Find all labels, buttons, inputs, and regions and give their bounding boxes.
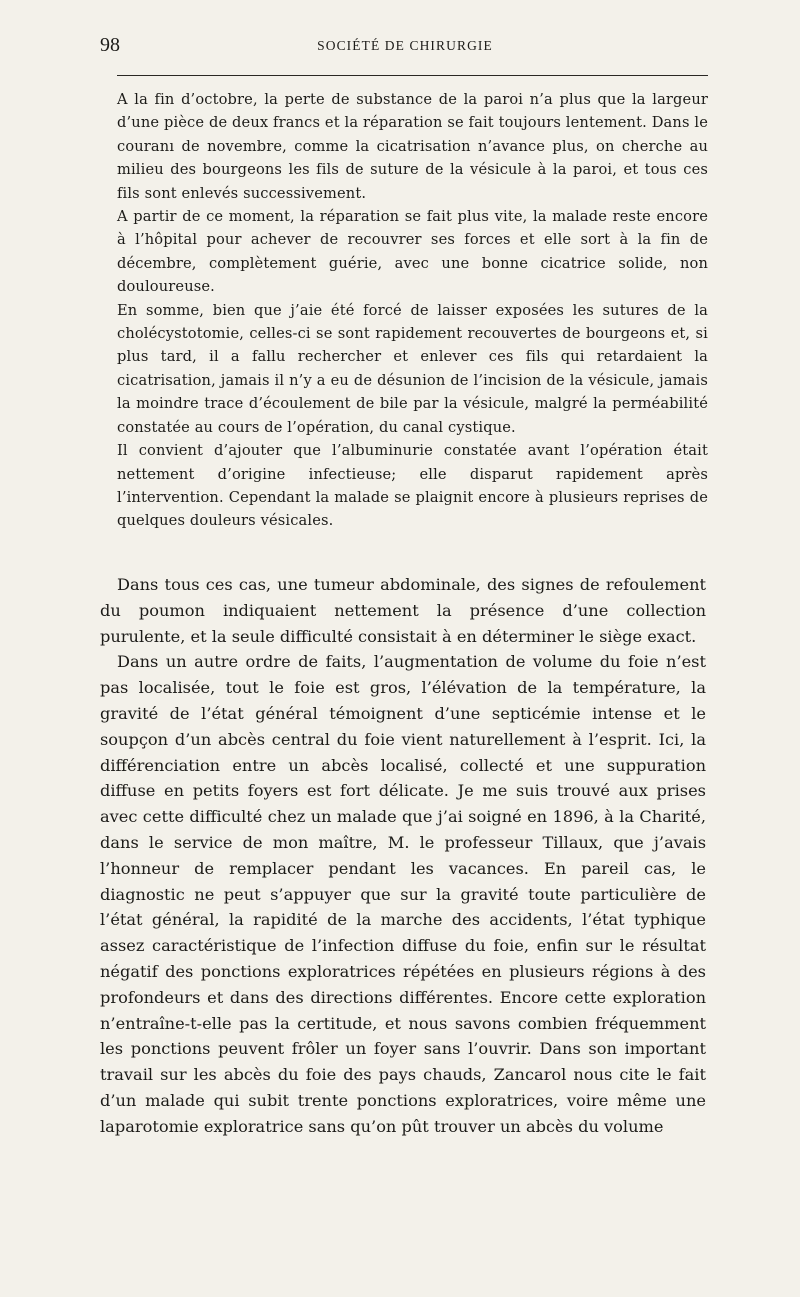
case-paragraph: Il convient d’ajouter que l’albuminurie constatée avant l’opération était nettement d’origine infectieuse; elle disparut rapidement après l’intervention. Cependant la malade se plaignit encore à plusieurs reprises de quelques douleurs vésicales.: [117, 442, 708, 530]
page-header: [100, 34, 710, 58]
case-report-text: [117, 88, 708, 533]
header-rule: [117, 75, 708, 76]
page-number: 98: [100, 34, 120, 56]
body-paragraph: Dans tous ces cas, une tumeur abdominale, des signes de refoulement du poumon indiquaient nettement la présence d’une collection purulente, et la seule difficulté consistait à en déterminer le siège exact.: [100, 575, 706, 646]
case-paragraph: A la fin d’octobre, la perte de substance de la paroi n’a plus que la largeur d’une pièce de deux francs et la réparation se fait toujours lentement. Dans le couranı de novembre, comme la cicatrisation n’avance plus, on cherche au milieu des bourgeons les fils de suture de la vésicule à la paroi, et tous ces fils sont enlevés successivement.: [117, 91, 708, 202]
case-paragraph: En somme, bien que j’aie été forcé de laisser exposées les sutures de la cholécystotomie, celles-ci se sont rapidement recouvertes de bourgeons et, si plus tard, il a fallu rechercher et enlever ces fils qui retardaient la cicatrisation, jamais il n’y a eu de désunion de l’incision de la vésicule, jamais la moindre trace d’écoulement de bile par la vésicule, malgré la perméabilité constatée au cours de l’opération, du canal cystique.: [117, 301, 708, 436]
body-text: [100, 572, 706, 1140]
case-paragraph: A partir de ce moment, la réparation se fait plus vite, la malade reste encore à l’hôpital pour achever de recouvrer ses forces et elle sort à la fin de décembre, complètement guérie, avec une bonne cicatrice solide, non douloureuse.: [117, 208, 708, 296]
running-title: SOCIÉTÉ DE CHIRURGIE: [317, 38, 493, 53]
body-paragraph: Dans un autre ordre de faits, l’augmentation de volume du foie n’est pas localisée, tout le foie est gros, l’élévation de la température, la gravité de l’état général témoignent d’une septicémie intense et le soupçon d’un abcès central du foie vient naturellement à l’esprit. Ici, la différenciation entre un abcès localisé, collecté et une suppuration diffuse en petits foyers est fort délicate. Je me suis trouvé aux prises avec cette difficulté chez un malade que j’ai soigné en 1896, à la Charité, dans le service de mon maître, M. le professeur Tillaux, que j’avais l’honneur de remplacer pendant les vacances. En pareil cas, le diagnostic ne peut s’appuyer que sur la gravité toute particulière de l’état général, la rapidité de la marche des accidents, l’état typhique assez caractéristique de l’infection diffuse du foie, enfin sur le résultat négatif des ponctions exploratrices répétées en plusieurs régions à des profondeurs et dans des directions différentes. Encore cette exploration n’entraîne-t-elle pas la certitude, et nous savons combien fréquemment les ponctions peuvent frôler un foyer sans l’ouvrir. Dans son important travail sur les abcès du foie des pays chauds, Zancarol nous cite le fait d’un malade qui subit trente ponctions exploratrices, voire même une laparotomie exploratrice sans qu’on pût trouver un abcès du volume: [100, 652, 706, 1136]
